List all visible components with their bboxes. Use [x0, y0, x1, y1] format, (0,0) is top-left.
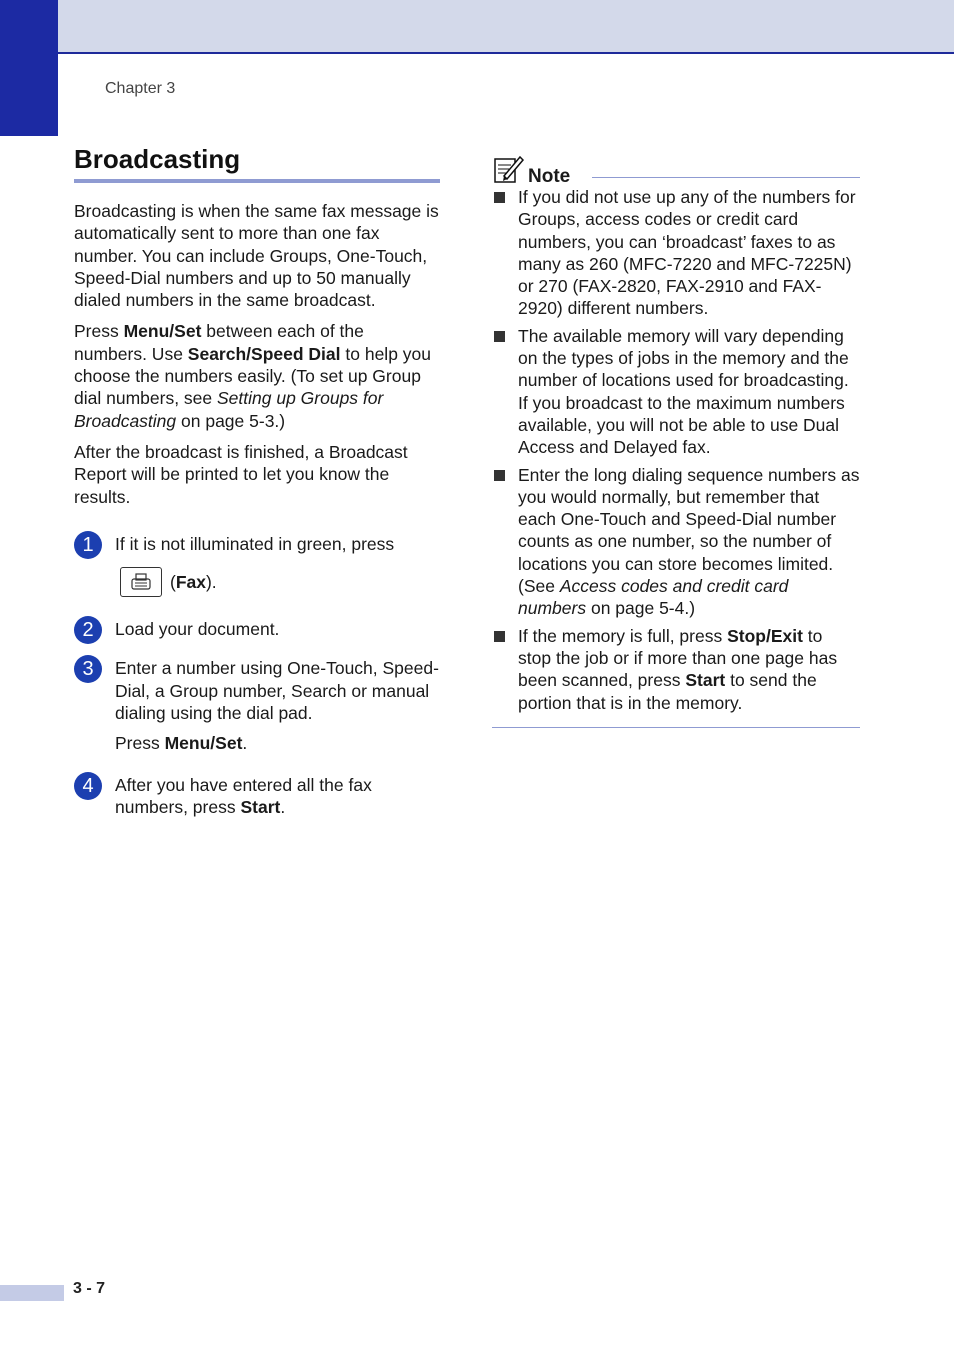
menu-set-key: Menu/Set — [123, 321, 202, 342]
note-bottom-rule — [492, 727, 860, 728]
note-pencil-icon — [492, 154, 524, 184]
step-4 — [74, 774, 440, 819]
start-key: Start — [685, 670, 726, 691]
header-band — [0, 0, 954, 54]
intro-paragraph: Broadcasting is when the same fax message is automatically sent to more than one fax number. You can include Groups, One-Touch, Speed-Dial numbers and up to 50 manually dialed numbers in the same broadcast. — [74, 201, 439, 311]
note-top-rule — [592, 177, 860, 178]
left-column — [74, 144, 440, 818]
step-number: 4 — [74, 772, 102, 800]
note-bullet: If you did not use up any of the numbers for Groups, access codes or credit card numbers, you can ‘broadcast’ faxes to as many as 260 (MFC-7220 and MFC-7225N) or 270 (FAX-2820, FAX-2910 and FAX-2920) different numbers. — [492, 186, 860, 320]
instructions-paragraph: Press Menu/Set between each of the numbers. Use Search/Speed Dial to help you choose the numbers easily. (To set up Group dial numbers, see Setting up Groups for Broadcasting on page 5-3.) — [74, 321, 431, 431]
step-text: Enter a number using One-Touch, Speed-Dial, a Group number, Search or manual dialing using the dial pad. — [115, 658, 439, 724]
step-text: Load your document. — [115, 619, 280, 640]
fax-key-label: (Fax). — [170, 572, 217, 592]
section-title: Broadcasting — [74, 144, 440, 183]
fax-icon — [120, 567, 162, 597]
step-subtext: Press Menu/Set. — [115, 733, 248, 754]
chapter-label: Chapter 3 — [105, 80, 176, 97]
step-number: 2 — [74, 616, 102, 644]
note-title: Note — [528, 166, 571, 187]
cross-reference: Access codes and credit card numbers — [518, 576, 789, 619]
note-bullet: If the memory is full, press Stop/Exit to stop the job or if more than one page has been scanned, press Start to send the portion that is in the memory. — [492, 625, 860, 714]
note-header — [492, 154, 860, 187]
search-speed-dial-key: Search/Speed Dial — [187, 343, 341, 364]
step-text: If it is not illuminated in green, press — [115, 533, 395, 554]
step-text: After you have entered all the fax numbers, press Start. — [115, 774, 372, 817]
chapter-tab — [0, 0, 58, 136]
page-number: 3 - 7 — [73, 1280, 106, 1297]
step-number: 1 — [74, 531, 102, 559]
report-paragraph: After the broadcast is finished, a Broadcast Report will be printed to let you know the results. — [74, 441, 408, 507]
bullet-square-icon — [494, 192, 505, 203]
bullet-square-icon — [494, 470, 505, 481]
bullet-square-icon — [494, 631, 505, 642]
step-3 — [74, 657, 440, 754]
step-number: 3 — [74, 655, 102, 683]
fax-key-line — [74, 567, 440, 597]
stop-exit-key: Stop/Exit — [727, 625, 803, 646]
note-bullet: The available memory will vary depending on the types of jobs in the memory and the number of locations used for broadcasting. If you broadcast to the maximum numbers available, you will not be able to use Dual Access and Delayed fax. — [492, 325, 860, 459]
note-bullet: Enter the long dialing sequence numbers as you would normally, but remember that each One-Touch and Speed-Dial number counts as one number, so the number of locations you can store becomes limited. (See Access codes and credit card numbers on page 5-4.) — [492, 464, 860, 620]
footer-bar — [0, 1285, 64, 1301]
note-box — [492, 154, 860, 728]
step-2 — [74, 618, 440, 640]
bullet-square-icon — [494, 331, 505, 342]
step-1 — [74, 533, 440, 555]
cross-reference: Setting up Groups for Broadcasting — [74, 388, 384, 431]
